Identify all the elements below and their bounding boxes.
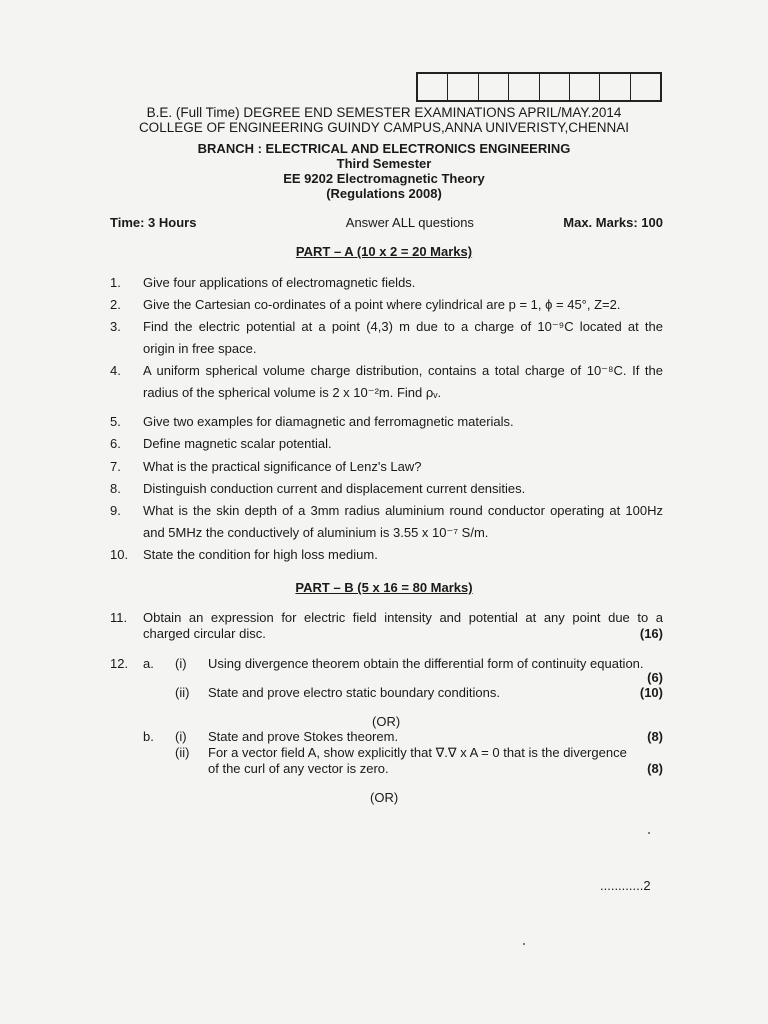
reg-box	[631, 74, 660, 100]
question-text: Give the Cartesian co-ordinates of a point where cylindrical are p = 1, ϕ = 45°, Z=2.	[143, 297, 621, 312]
question-text: Obtain an expression for electric field intensity and potential at any point due to a	[143, 610, 663, 625]
question-text: of the curl of any vector is zero.	[208, 761, 389, 776]
scan-speck	[648, 832, 650, 834]
question-text-continued: radius of the spherical volume is 2 x 10⁻²m. Find ρᵥ.	[143, 385, 442, 400]
question-number: 10.	[110, 547, 129, 562]
reg-box	[570, 74, 600, 100]
question-text: State the condition for high loss medium.	[143, 547, 378, 562]
question-text-continued: origin in free space.	[143, 341, 257, 356]
question-number: 1.	[110, 275, 121, 290]
question-number: 12.	[110, 656, 129, 671]
question-number: 6.	[110, 436, 121, 451]
reg-box	[509, 74, 539, 100]
question-number: 8.	[110, 481, 121, 496]
regulations: (Regulations 2008)	[326, 186, 442, 201]
question-text: State and prove Stokes theorem.	[208, 729, 399, 744]
question-number: 11.	[110, 610, 128, 625]
question-text: State and prove electro static boundary conditions.	[208, 685, 500, 700]
option-label: a.	[143, 656, 154, 671]
question-text: For a vector field A, show explicitly that ∇.∇ x A = 0 that is the divergence	[208, 745, 627, 760]
question-number: 3.	[110, 319, 121, 334]
question-number: 5.	[110, 414, 121, 429]
register-number-boxes	[416, 72, 662, 102]
sub-label: (ii)	[175, 685, 190, 700]
question-text: What is the practical significance of Lenz's Law?	[143, 459, 422, 474]
marks: (8)	[647, 729, 663, 744]
question-number: 7.	[110, 459, 121, 474]
option-label: b.	[143, 729, 154, 744]
marks: (10)	[639, 685, 663, 700]
question-text: Distinguish conduction current and displacement current densities.	[143, 481, 526, 496]
or-divider: (OR)	[372, 714, 401, 729]
sub-label: (i)	[175, 656, 187, 671]
sub-label: (ii)	[175, 745, 190, 760]
question-text: A uniform spherical volume charge distribution, contains a total charge of 10⁻⁸C. If the	[143, 363, 663, 378]
page-continuation: ............2	[600, 878, 651, 893]
course-title: EE 9202 Electromagnetic Theory	[283, 171, 485, 186]
instruction: Answer ALL questions	[345, 215, 474, 230]
scan-speck	[523, 943, 525, 945]
question-text: Give two examples for diamagnetic and ferromagnetic materials.	[143, 414, 514, 429]
time-allowed: Time: 3 Hours	[110, 215, 197, 230]
max-marks: Max. Marks: 100	[563, 215, 663, 230]
question-number: 4.	[110, 363, 121, 378]
question-text: Define magnetic scalar potential.	[143, 436, 332, 451]
question-text: Give four applications of electromagnetic fields.	[143, 275, 416, 290]
or-divider: (OR)	[370, 790, 399, 805]
marks: (6)	[647, 670, 663, 685]
exam-title: B.E. (Full Time) DEGREE END SEMESTER EXAMINATIONS APRIL/MAY.2014	[146, 105, 622, 120]
college-name: COLLEGE OF ENGINEERING GUINDY CAMPUS,ANNA UNIVERISTY,CHENNAI	[138, 120, 630, 135]
part-b-heading: PART – B (5 x 16 = 80 Marks)	[295, 580, 473, 595]
reg-box	[479, 74, 509, 100]
question-text: What is the skin depth of a 3mm radius aluminium round conductor operating at 100Hz	[143, 503, 663, 518]
question-number: 2.	[110, 297, 121, 312]
semester: Third Semester	[336, 156, 432, 171]
question-text: Find the electric potential at a point (4,3) m due to a charge of 10⁻⁹C located at the	[143, 319, 663, 334]
branch: BRANCH : ELECTRICAL AND ELECTRONICS ENGINEERING	[197, 141, 571, 156]
reg-box	[540, 74, 570, 100]
question-text: charged circular disc.	[143, 626, 266, 641]
exam-meta-row	[110, 215, 663, 230]
reg-box	[600, 74, 630, 100]
question-number: 9.	[110, 503, 121, 518]
question-text-continued: and 5MHz the conductively of aluminium is 3.55 x 10⁻⁷ S/m.	[143, 525, 489, 540]
part-a-heading: PART – A (10 x 2 = 20 Marks)	[295, 244, 473, 259]
question-text: Using divergence theorem obtain the differential form of continuity equation.	[208, 656, 644, 671]
reg-box	[418, 74, 448, 100]
marks: (16)	[639, 626, 663, 641]
reg-box	[448, 74, 478, 100]
sub-label: (i)	[175, 729, 187, 744]
marks: (8)	[647, 761, 663, 776]
